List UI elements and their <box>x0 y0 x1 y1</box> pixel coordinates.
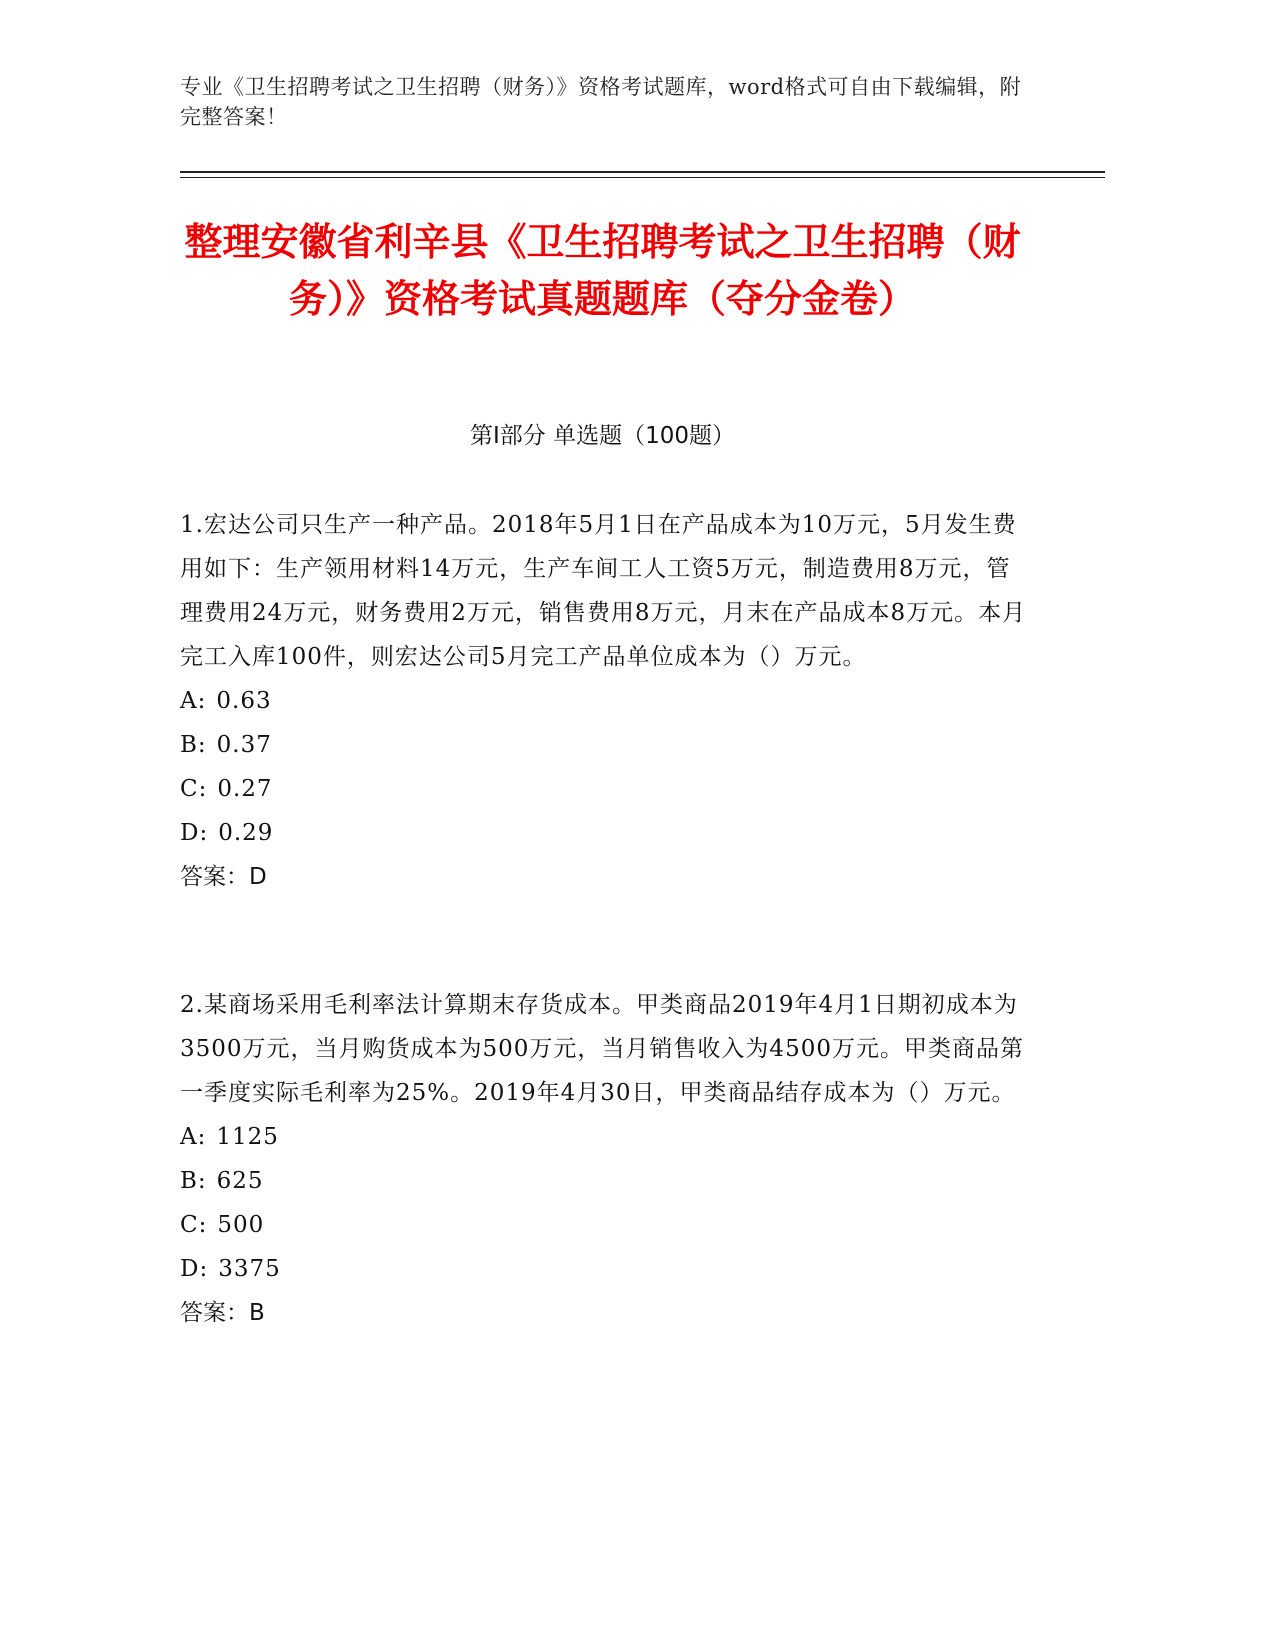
option-key: D <box>180 1256 200 1282</box>
option-a <box>180 1115 1030 1159</box>
option-d <box>180 811 1030 855</box>
option-value: 1125 <box>216 1124 279 1150</box>
header-note: 专业《卫生招聘考试之卫生招聘（财务）》资格考试题库，word格式可自由下载编辑，附完整答案！ <box>180 75 1022 129</box>
option-separator: : <box>199 1256 209 1282</box>
question-1 <box>180 503 1030 899</box>
option-separator: : <box>198 1212 208 1238</box>
option-c <box>180 767 1030 811</box>
header-rule-thick <box>180 171 1105 173</box>
option-key: B <box>180 1168 198 1194</box>
option-c <box>180 1203 1030 1247</box>
question-text: 1.宏达公司只生产一种产品。2018年5月1日在产品成本为10万元，5月发生费用如下：生产领用材料14万元，生产车间工人工资5万元，制造费用8万元，管理费用24万元，财务费用2万元，销售费用8万元，月末在产品成本8万元。本月完工入库100件，则宏达公司5月完工产品单位成本为（）万元。 <box>180 512 1027 670</box>
answer-line: 答案：D <box>180 864 267 890</box>
option-separator: : <box>198 776 208 802</box>
option-value: 0.27 <box>217 776 273 802</box>
question-text: 2.某商场采用毛利率法计算期末存货成本。甲类商品2019年4月1日期初成本为3500万元，当月购货成本为500万元，当月销售收入为4500万元。甲类商品第一季度实际毛利率为25%。2019年4月30日，甲类商品结存成本为（）万元。 <box>180 992 1024 1106</box>
option-b <box>180 723 1030 767</box>
option-value: 0.29 <box>218 820 274 846</box>
option-d <box>180 1247 1030 1291</box>
question-2 <box>180 983 1030 1335</box>
option-separator: : <box>197 1168 207 1194</box>
option-key: C <box>180 1212 199 1238</box>
option-separator: : <box>199 820 209 846</box>
option-value: 625 <box>216 1168 264 1194</box>
section-title: 第I部分 单选题（100题） <box>470 423 735 449</box>
option-key: A <box>180 1124 198 1150</box>
option-value: 0.37 <box>216 732 272 758</box>
option-value: 3375 <box>218 1256 281 1282</box>
option-value: 500 <box>217 1212 265 1238</box>
option-a <box>180 679 1030 723</box>
option-key: C <box>180 776 199 802</box>
option-key: A <box>180 688 198 714</box>
option-value: 0.63 <box>216 688 272 714</box>
header-rule-thin <box>180 177 1105 178</box>
answer-line: 答案：B <box>180 1300 265 1326</box>
option-separator: : <box>197 688 207 714</box>
document-title: 整理安徽省利辛县《卫生招聘考试之卫生招聘（财务）》资格考试真题题库（夺分金卷） <box>184 220 1021 321</box>
option-key: B <box>180 732 198 758</box>
option-key: D <box>180 820 200 846</box>
option-separator: : <box>197 1124 207 1150</box>
option-separator: : <box>197 732 207 758</box>
option-b <box>180 1159 1030 1203</box>
